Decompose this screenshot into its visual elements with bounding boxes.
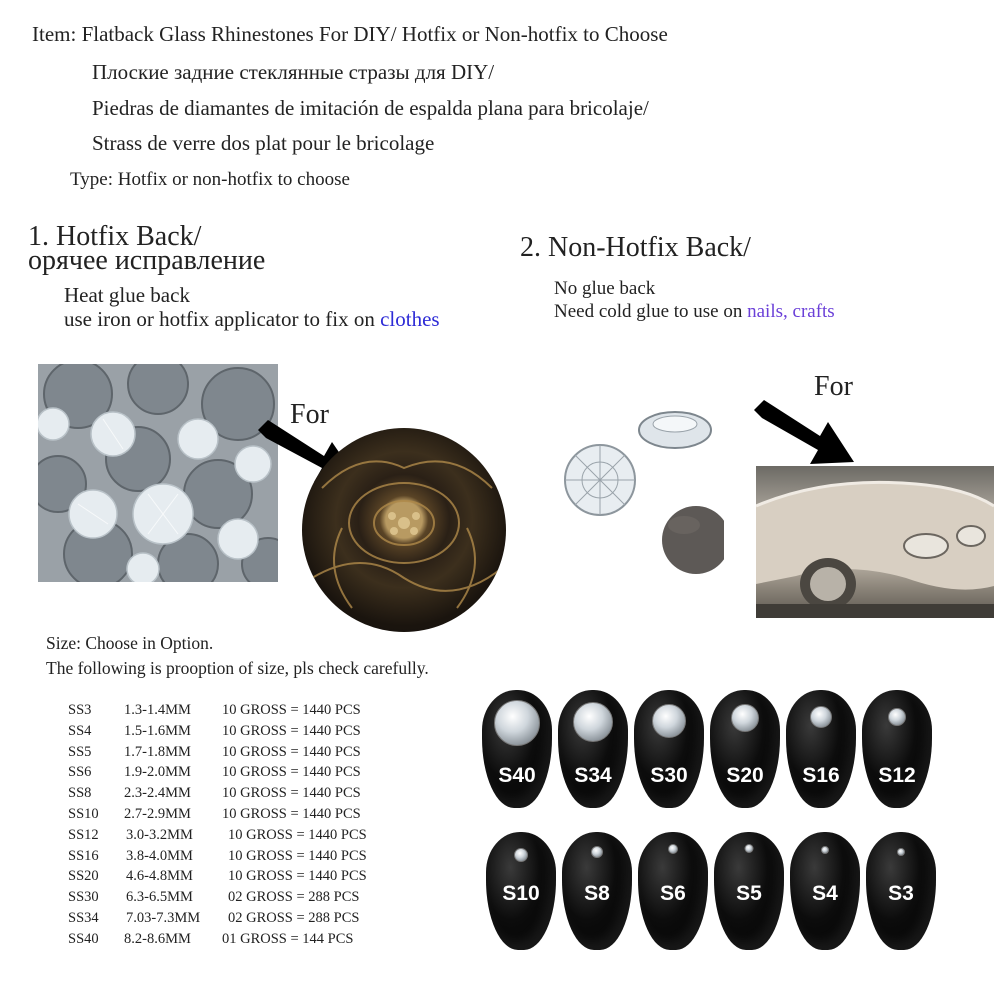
nail-size-label: S20 xyxy=(726,764,764,787)
size-code: SS10 xyxy=(68,805,99,822)
rhinestone-gem xyxy=(810,706,832,728)
nail-size-label: S16 xyxy=(802,764,840,787)
size-qty: 01 GROSS = 144 PCS xyxy=(222,930,354,947)
nonhotfix-for-label: For xyxy=(814,371,853,402)
size-qty: 10 GROSS = 1440 PCS xyxy=(228,847,367,864)
size-qty: 10 GROSS = 1440 PCS xyxy=(222,702,361,718)
size-mm: 2.3-2.4MM xyxy=(124,785,191,802)
size-code: SS34 xyxy=(68,909,99,926)
embroidered-garment-photo xyxy=(302,428,506,632)
nail-size-samples xyxy=(478,686,948,976)
nonhotfix-desc-2 xyxy=(554,301,835,323)
rhinestone-gem xyxy=(591,846,603,858)
size-code: SS40 xyxy=(68,930,99,947)
nail-tip xyxy=(786,690,856,808)
hotfix-title: 1. Hotfix Back/ xyxy=(28,221,202,252)
nail-size-label: S30 xyxy=(650,764,688,787)
size-qty: 10 GROSS = 1440 PCS xyxy=(222,805,361,822)
nails-crafts-highlight: nails, crafts xyxy=(747,301,835,322)
size-code: SS8 xyxy=(68,785,92,802)
size-qty: 02 GROSS = 288 PCS xyxy=(228,889,360,906)
nonhotfix-desc-1: No glue back xyxy=(554,278,656,299)
hotfix-stones-illustration xyxy=(38,364,278,582)
size-code: SS3 xyxy=(68,702,92,718)
size-qty: 02 GROSS = 288 PCS xyxy=(228,909,360,926)
size-qty: 10 GROSS = 1440 PCS xyxy=(228,868,367,885)
rhinestone-gem xyxy=(745,844,754,853)
size-code: SS20 xyxy=(68,868,99,885)
nail-size-label: S40 xyxy=(498,764,536,787)
size-mm: 1.3-1.4MM xyxy=(124,702,191,718)
nail-tip xyxy=(486,832,556,950)
size-code: SS5 xyxy=(68,743,92,760)
rhinestone-car-photo xyxy=(756,466,994,618)
hotfix-desc-2 xyxy=(64,307,440,331)
item-title-es: Piedras de diamantes de imitación de espalda plana para bricolaje/ xyxy=(92,96,649,120)
rhinestone-gem xyxy=(888,708,906,726)
garment-illustration xyxy=(302,428,506,632)
rhinestone-gem xyxy=(494,700,540,746)
size-qty: 10 GROSS = 1440 PCS xyxy=(222,785,361,802)
size-mm: 7.03-7.3MM xyxy=(126,909,201,926)
nonhotfix-title: 2. Non-Hotfix Back/ xyxy=(520,232,751,263)
nail-size-label: S34 xyxy=(574,764,612,787)
size-code: SS12 xyxy=(68,826,99,843)
nail-tip xyxy=(710,690,780,808)
rhinestone-gem xyxy=(668,844,678,854)
size-code: SS16 xyxy=(68,847,99,864)
car-illustration xyxy=(756,466,994,618)
size-code: SS4 xyxy=(68,722,92,739)
nail-tip xyxy=(634,690,704,808)
nail-size-label: S8 xyxy=(584,882,610,905)
size-mm: 6.3-6.5MM xyxy=(126,889,193,906)
nail-tip xyxy=(638,832,708,950)
size-qty: 10 GROSS = 1440 PCS xyxy=(228,826,367,843)
nail-tip xyxy=(866,832,936,950)
clothes-highlight: clothes xyxy=(380,307,440,331)
item-title-fr: Strass de verre dos plat pour le bricolage xyxy=(92,131,435,155)
nail-size-label: S10 xyxy=(502,882,540,905)
size-qty: 10 GROSS = 1440 PCS xyxy=(222,722,361,739)
size-mm: 3.8-4.0MM xyxy=(126,847,193,864)
size-code: SS6 xyxy=(68,764,92,781)
nail-size-label: S3 xyxy=(888,882,914,905)
rhinestone-gem xyxy=(514,848,528,862)
hotfix-for-label: For xyxy=(290,399,329,430)
rhinestone-gem xyxy=(652,704,686,738)
nail-size-label: S12 xyxy=(878,764,916,787)
size-code: SS30 xyxy=(68,889,99,906)
size-mm: 3.0-3.2MM xyxy=(126,826,193,843)
nail-size-label: S6 xyxy=(660,882,686,905)
nonhotfix-stones-illustration xyxy=(564,400,724,580)
size-mm: 2.7-2.9MM xyxy=(124,805,191,822)
nail-tip xyxy=(482,690,552,808)
size-mm: 4.6-4.8MM xyxy=(126,868,193,885)
rhinestone-gem xyxy=(731,704,759,732)
nail-size-label: S4 xyxy=(812,882,838,905)
hotfix-desc-2-text: use iron or hotfix applicator to fix on xyxy=(64,307,381,331)
size-line-2: The following is prooption of size, pls check carefully. xyxy=(46,658,429,678)
nail-tip xyxy=(562,832,632,950)
size-qty: 10 GROSS = 1440 PCS xyxy=(222,743,361,760)
size-mm: 1.7-1.8MM xyxy=(124,743,191,760)
nail-size-label: S5 xyxy=(736,882,762,905)
size-qty: 10 GROSS = 1440 PCS xyxy=(222,764,361,781)
size-line-1: Size: Choose in Option. xyxy=(46,633,214,653)
type-line: Type: Hotfix or non-hotfix to choose xyxy=(70,169,350,190)
nail-tip xyxy=(862,690,932,808)
size-mm: 1.9-2.0MM xyxy=(124,764,191,781)
arrow-icon-2 xyxy=(750,398,860,470)
rhinestone-gem xyxy=(821,846,829,854)
hotfix-stones-photo xyxy=(38,364,278,582)
nail-tip xyxy=(790,832,860,950)
rhinestone-gem xyxy=(897,848,905,856)
nail-tip xyxy=(558,690,628,808)
nail-tip xyxy=(714,832,784,950)
hotfix-title-ru: орячее исправление xyxy=(28,245,266,276)
item-title: Item: Flatback Glass Rhinestones For DIY/ Hotfix or Non-hotfix to Choose xyxy=(32,22,668,46)
size-mm: 1.5-1.6MM xyxy=(124,722,191,739)
rhinestone-gem xyxy=(573,702,613,742)
item-title-ru: Плоские задние стеклянные стразы для DIY/ xyxy=(92,60,495,84)
size-mm: 8.2-8.6MM xyxy=(124,930,191,947)
nonhotfix-desc-2-text: Need cold glue to use on xyxy=(554,301,748,322)
hotfix-desc-1: Heat glue back xyxy=(64,283,190,307)
